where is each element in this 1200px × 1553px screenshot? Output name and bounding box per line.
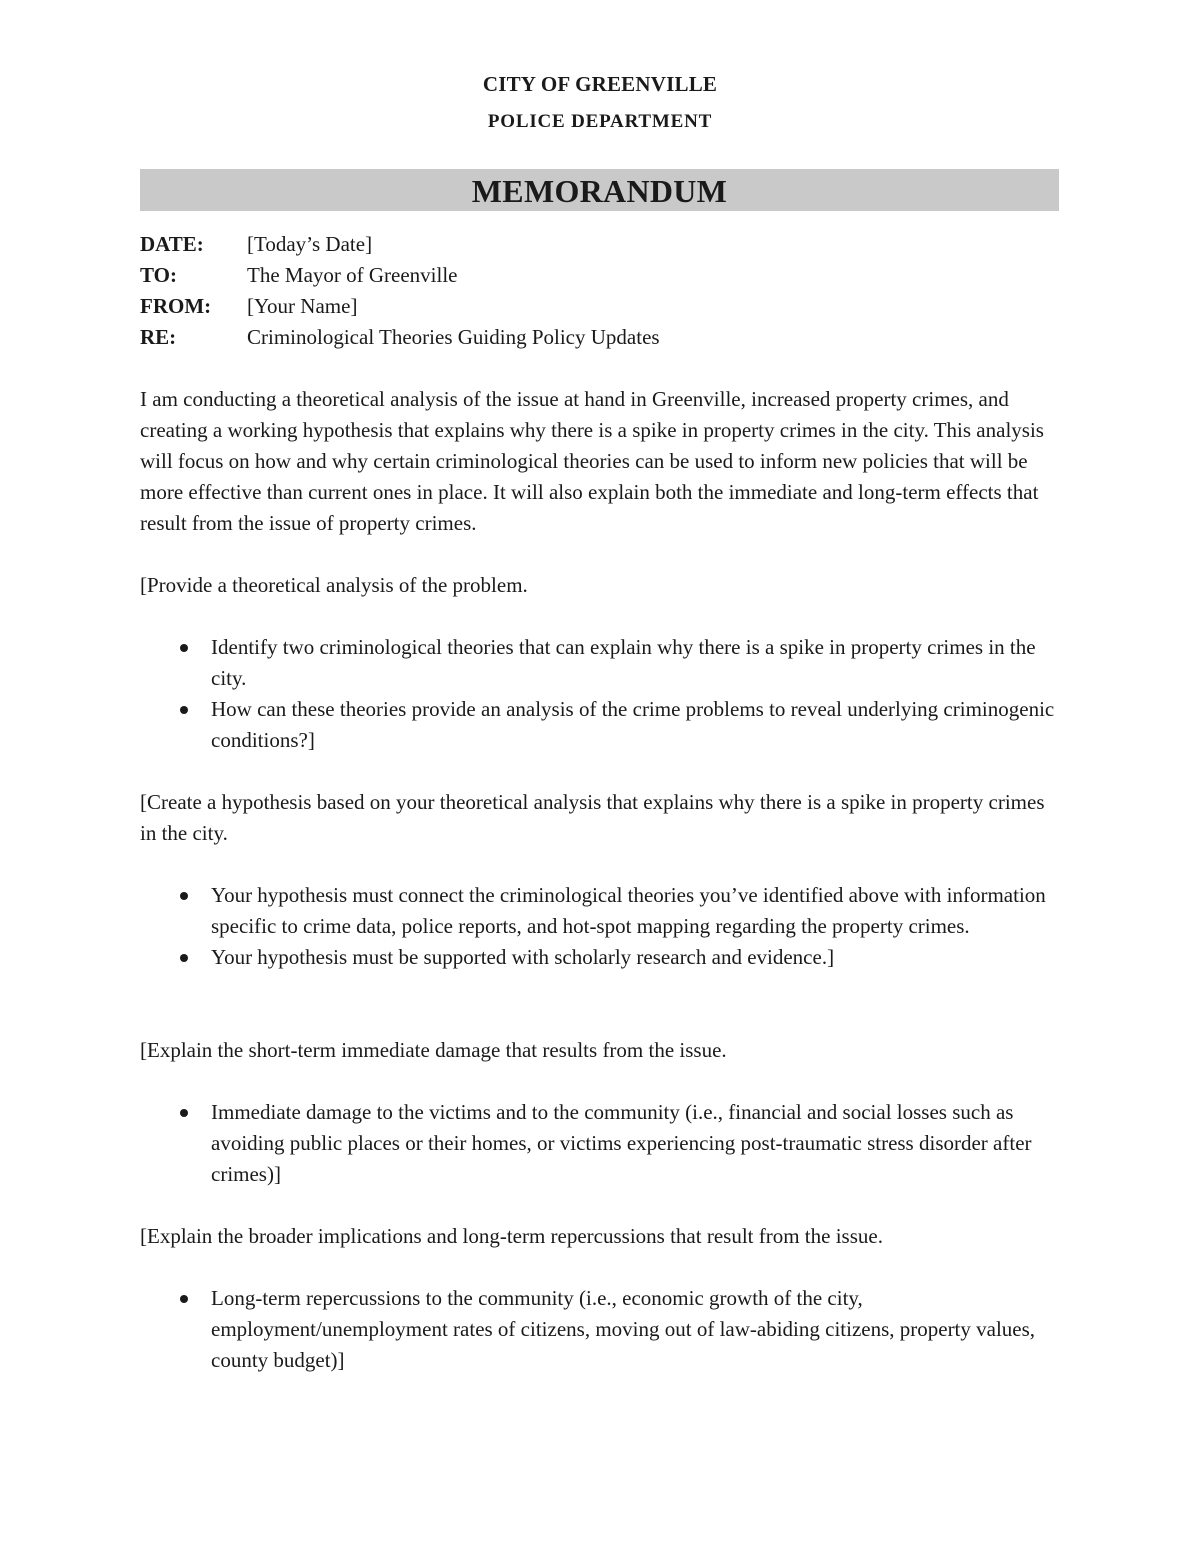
theoretical-analysis-section [140, 570, 1060, 756]
list-item-text: Your hypothesis must connect the criminological theories you’ve identified above with information specific to crime data, police reports, and hot-spot mapping regarding the property crimes. [211, 883, 1046, 938]
to-row [140, 260, 1060, 291]
re-row [140, 322, 1060, 353]
list-item-text: Long-term repercussions to the community (i.e., economic growth of the city, employment/unemployment rates of citizens, moving out of law-abiding citizens, property values, county budget)] [211, 1286, 1036, 1372]
bullet-list [140, 880, 1060, 973]
section-heading: [Create a hypothesis based on your theoretical analysis that explains why there is a spike in property crimes in the city. [140, 790, 1045, 845]
org-name: CITY OF GREENVILLE [482, 72, 718, 96]
section-heading: [Explain the short-term immediate damage that results from the issue. [140, 1038, 727, 1062]
department-name: POLICE DEPARTMENT [487, 111, 713, 132]
bullet-icon [180, 644, 188, 652]
list-item [140, 942, 1060, 973]
date-row [140, 229, 1060, 260]
date-value: [Today’s Date] [247, 232, 373, 256]
re-label: RE: [140, 325, 177, 349]
re-value: Criminological Theories Guiding Policy Updates [247, 325, 660, 349]
intro-paragraph: I am conducting a theoretical analysis of the issue at hand in Greenville, increased property crimes, and creating a working hypothesis that explains why there is a spike in property crimes in the city. This analysis will focus on how and why certain criminological theories can be used to inform new policies that will be more effective than current ones in place. It will also explain both the immediate and long-term effects that result from the issue of property crimes. [140, 387, 1044, 535]
short-term-damage-section [140, 1035, 1060, 1190]
date-label: DATE: [140, 232, 204, 256]
from-row [140, 291, 1060, 322]
long-term-repercussions-section [140, 1221, 1060, 1376]
from-value: [Your Name] [247, 294, 358, 318]
list-item-text: Immediate damage to the victims and to the community (i.e., financial and social losses such as avoiding public places or their homes, or victims experiencing post-traumatic stress disorder after crimes)] [211, 1100, 1032, 1186]
bullet-list [140, 632, 1060, 756]
list-item [140, 1283, 1060, 1376]
from-label: FROM: [140, 294, 212, 318]
bullet-icon [180, 954, 188, 962]
intro-section [140, 384, 1060, 539]
bullet-icon [180, 1109, 188, 1117]
to-label: TO: [140, 263, 177, 287]
section-heading: [Explain the broader implications and long-term repercussions that result from the issue. [140, 1224, 883, 1248]
list-item [140, 1097, 1060, 1190]
to-value: The Mayor of Greenville [247, 263, 458, 287]
bullet-icon [180, 706, 188, 714]
list-item-text: Your hypothesis must be supported with scholarly research and evidence.] [211, 945, 835, 969]
hypothesis-section [140, 787, 1060, 973]
bullet-icon [180, 1295, 188, 1303]
memo-header-fields [140, 229, 1060, 353]
list-item-text: Identify two criminological theories that can explain why there is a spike in property crimes in the city. [211, 635, 1036, 690]
memo-title-banner: MEMORANDUM [140, 169, 1059, 211]
list-item-text: How can these theories provide an analysis of the crime problems to reveal underlying criminogenic conditions?] [211, 697, 1055, 752]
bullet-icon [180, 892, 188, 900]
bullet-list [140, 1283, 1060, 1376]
section-heading: [Provide a theoretical analysis of the problem. [140, 573, 528, 597]
list-item [140, 694, 1060, 756]
list-item [140, 880, 1060, 942]
list-item [140, 632, 1060, 694]
bullet-list [140, 1097, 1060, 1190]
